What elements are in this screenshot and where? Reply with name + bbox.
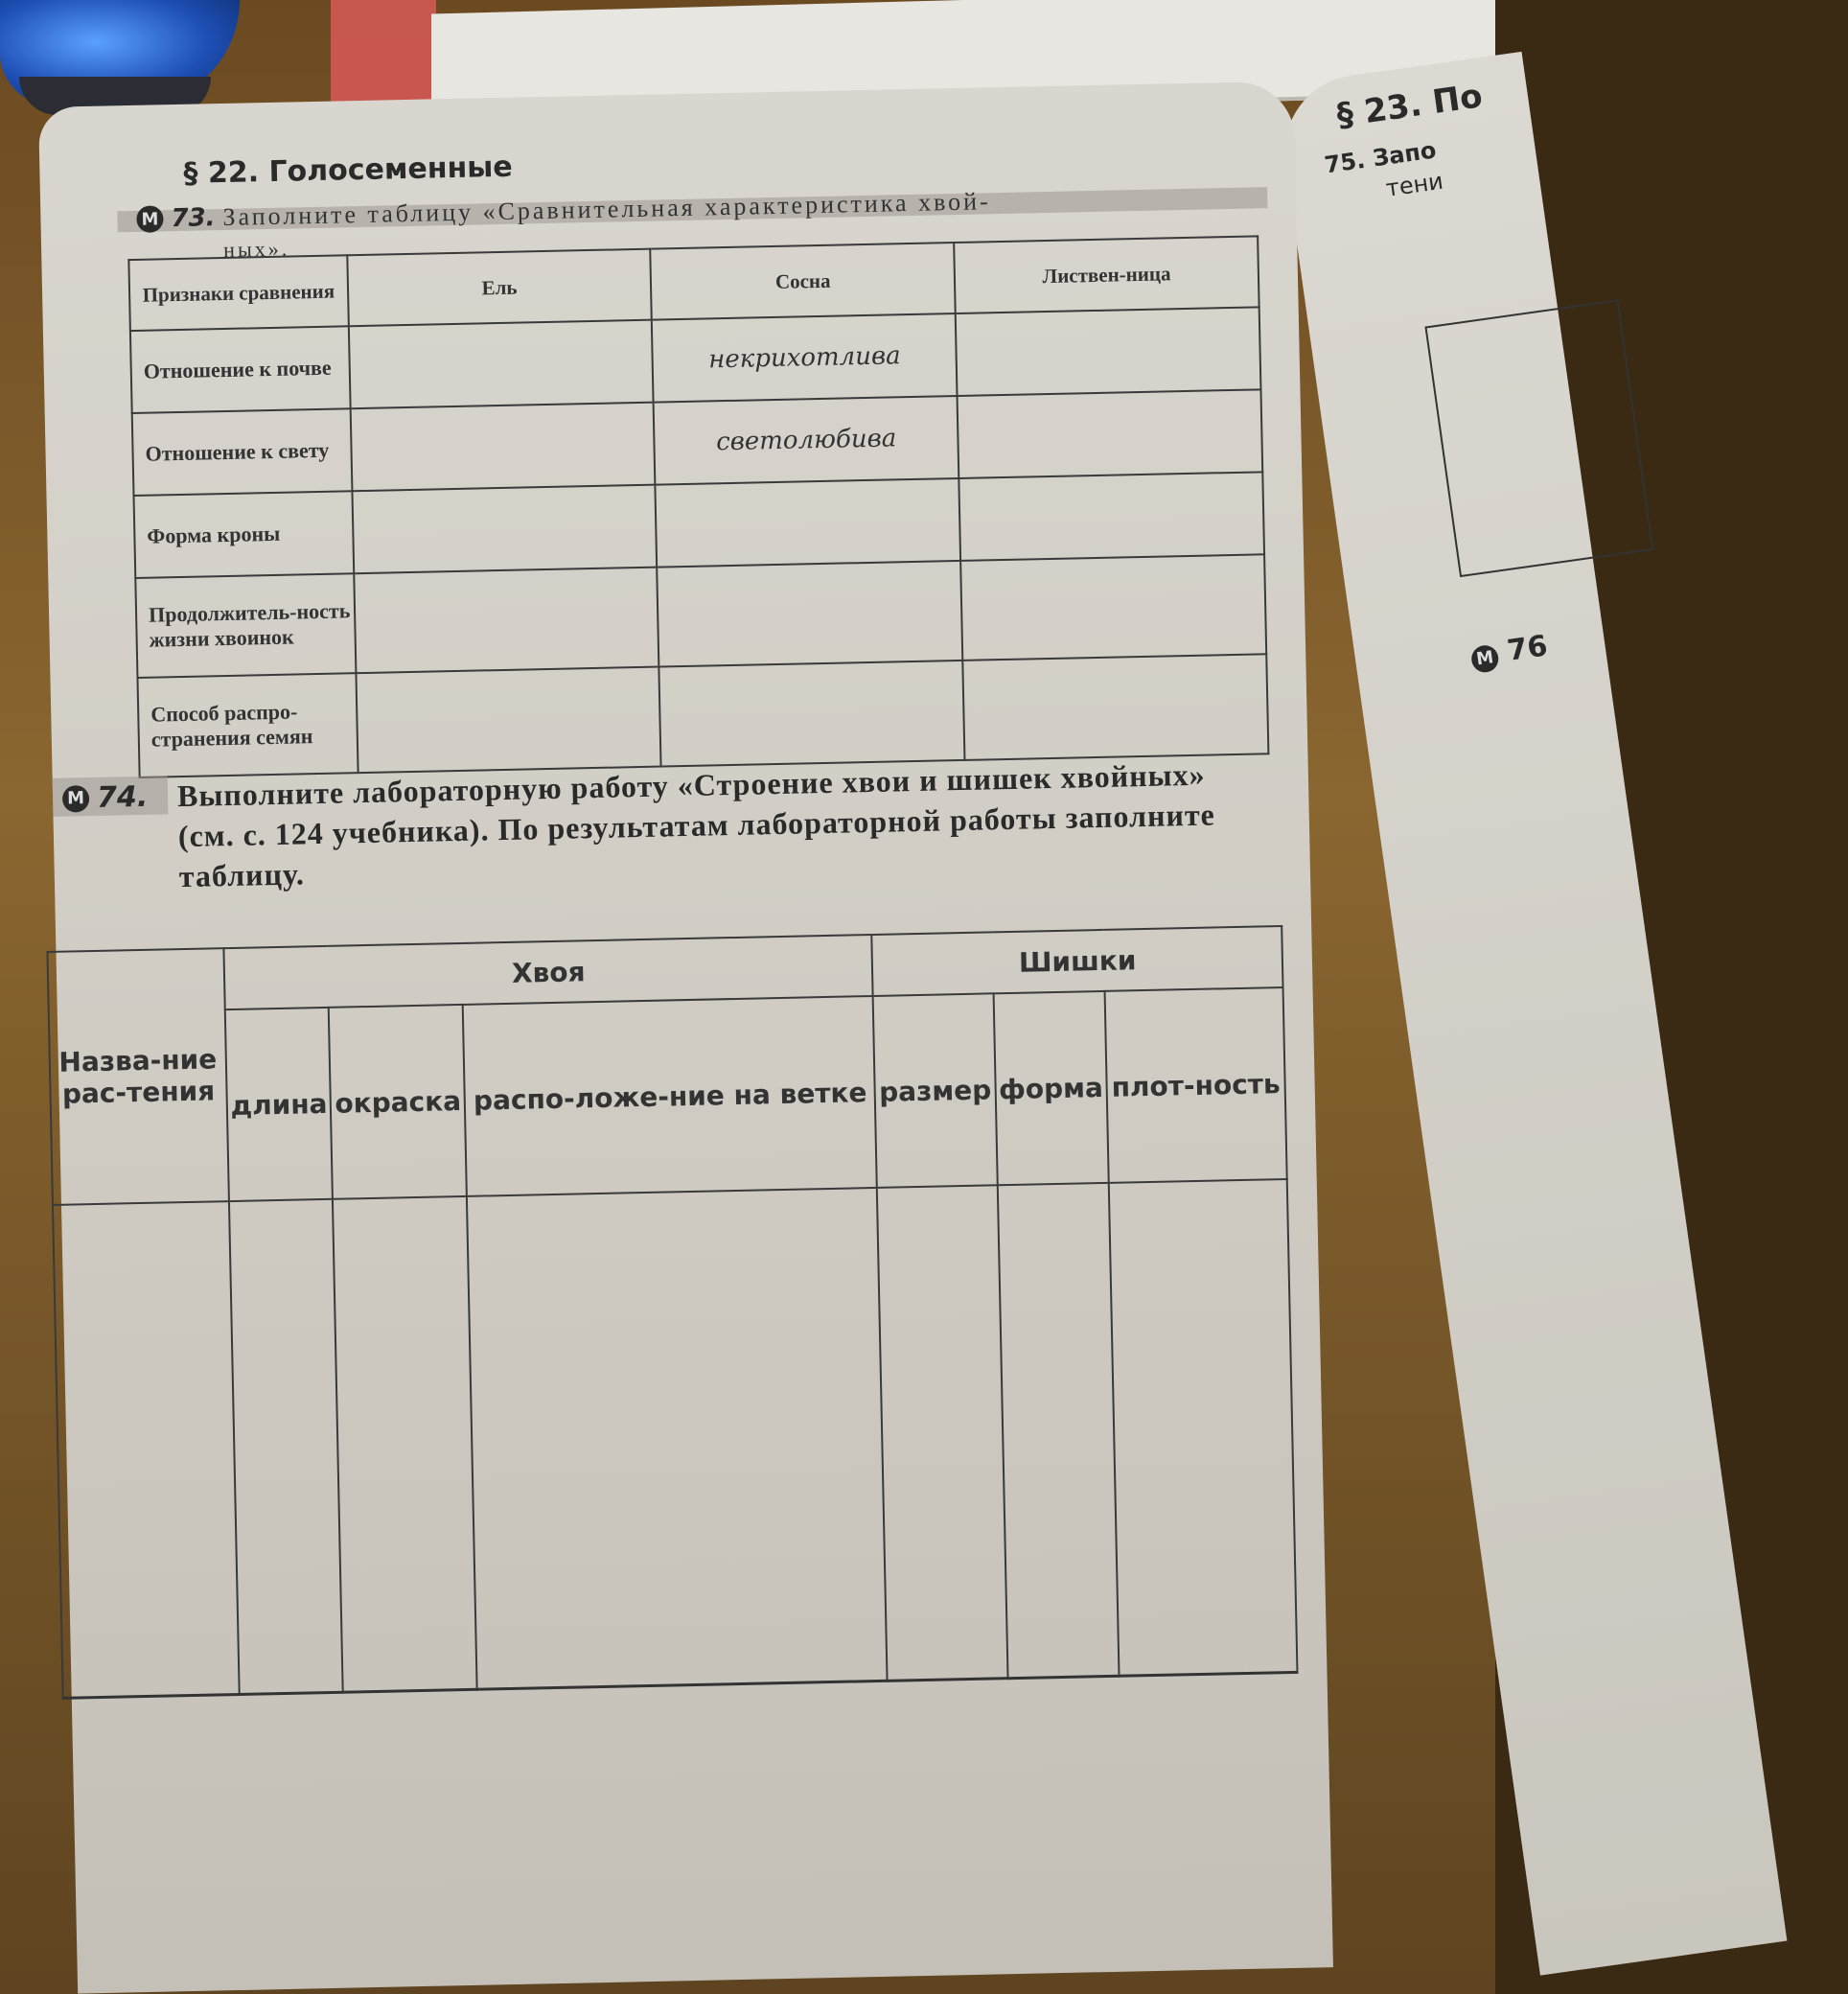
header-criteria: Признаки сравнения [128, 255, 348, 331]
header-pine: Сосна [651, 243, 956, 320]
m-icon: M [62, 785, 90, 813]
lab-sub-header-row [49, 987, 1287, 1205]
lab-table [46, 925, 1298, 1700]
cell-pine-handwritten[interactable]: некрихотлива [652, 313, 958, 403]
cell-spruce[interactable] [352, 485, 658, 574]
section-title: § 22. Голосеменные [183, 150, 514, 191]
cell-size[interactable] [877, 1185, 1007, 1681]
m-icon: M [1469, 643, 1500, 674]
cell-pine-handwritten[interactable]: светолюбива [654, 396, 959, 485]
right-section-title: § 23. По [1334, 77, 1485, 136]
cell-larch[interactable] [956, 307, 1261, 396]
cell-larch[interactable] [962, 654, 1268, 760]
cell-pine[interactable] [659, 661, 965, 767]
task73-number: 73. [171, 203, 216, 234]
right-task-badge: M 76 [1468, 629, 1549, 673]
task74-text: Выполните лабораторную работу «Строение хвои и шишек хвойных» (см. с. 124 учебника). По результатам лабораторной работы заполните таблицу. [176, 756, 1216, 894]
row-label: Продолжитель-ность жизни хвоинок [135, 573, 356, 678]
header-density: плот-ность [1105, 987, 1287, 1183]
cell-pine[interactable] [656, 478, 961, 568]
right-task-label2: тени [1384, 167, 1445, 202]
right-page [1275, 52, 1787, 1976]
row-label: Способ распро-странения семян [137, 673, 358, 777]
table-row [53, 1179, 1297, 1698]
row-label: Отношение к свету [132, 408, 352, 496]
cell-pine[interactable] [658, 561, 963, 667]
task73-header [136, 187, 991, 234]
red-bookmark [331, 0, 436, 115]
right-table-fragment [1424, 299, 1653, 577]
cell-color[interactable] [333, 1196, 477, 1692]
cell-spruce[interactable] [348, 320, 654, 409]
task73-text: Заполните таблицу «Сравнительная характеристика хвой- [222, 187, 991, 231]
header-plant-name: Назва-ние рас-тения [47, 948, 228, 1205]
cell-spruce[interactable] [356, 667, 661, 774]
header-spruce: Ель [347, 249, 652, 327]
comparison-table [127, 235, 1269, 778]
header-cones: Шишки [872, 926, 1283, 996]
cell-shape[interactable] [997, 1183, 1119, 1679]
task73-text-line2: ных». [222, 236, 290, 262]
header-arrangement: распо-ложе-ние на ветке [463, 996, 877, 1196]
row-label: Отношение к почве [130, 326, 350, 413]
header-shape: форма [993, 991, 1109, 1185]
header-size: размер [873, 993, 997, 1188]
cell-larch[interactable] [960, 554, 1266, 661]
cell-spruce[interactable] [354, 568, 659, 674]
cell-length[interactable] [229, 1199, 343, 1695]
header-larch: Листвен-ница [954, 236, 1259, 313]
cell-density[interactable] [1109, 1179, 1298, 1676]
workbook-page [38, 81, 1333, 1994]
cell-larch[interactable] [959, 472, 1264, 561]
cell-plant-name[interactable] [53, 1201, 240, 1698]
header-color: окраска [329, 1005, 467, 1199]
right-task-label: 75. Запо [1323, 136, 1438, 179]
header-length: длина [225, 1008, 334, 1201]
task74-header [62, 780, 149, 816]
header-needles: Хвоя [223, 935, 873, 1009]
cell-spruce[interactable] [350, 403, 656, 492]
m-icon: M [136, 205, 164, 233]
cell-larch[interactable] [958, 389, 1263, 478]
task74-number: 74. [96, 779, 149, 815]
row-label: Форма кроны [134, 491, 354, 578]
cell-arrangement[interactable] [467, 1188, 888, 1689]
